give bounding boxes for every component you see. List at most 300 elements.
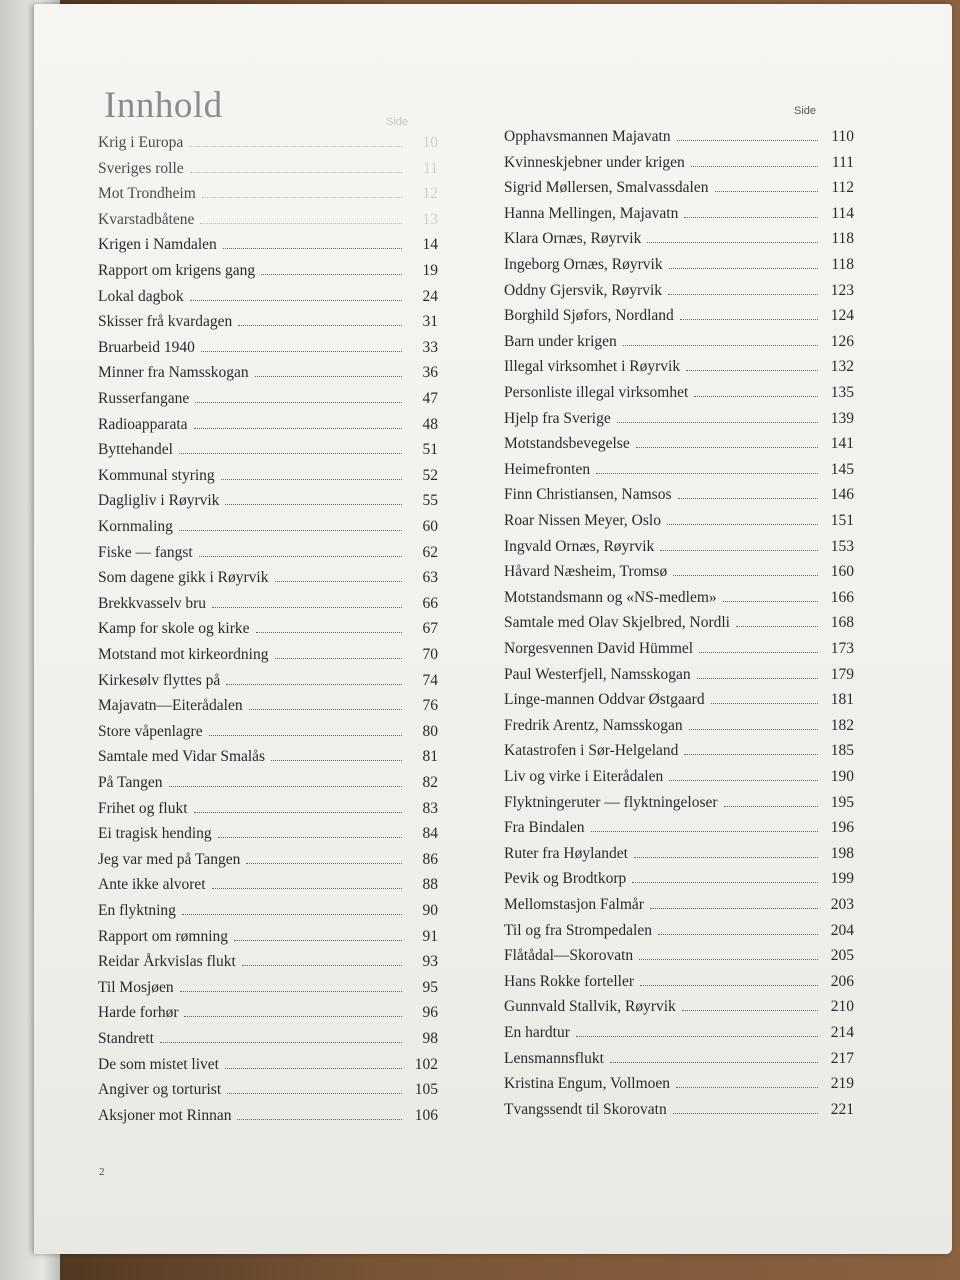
toc-entry-title: Krigen i Namdalen bbox=[98, 236, 217, 254]
toc-entry-title: Bruarbeid 1940 bbox=[98, 338, 195, 356]
toc-entry-page: 118 bbox=[831, 230, 854, 248]
toc-entry-title: Hjelp fra Sverige bbox=[504, 409, 611, 427]
toc-entry-title: Flyktningeruter — flyktningeloser bbox=[504, 793, 718, 811]
toc-entry-page: 139 bbox=[830, 409, 854, 427]
toc-entry-page: 214 bbox=[830, 1024, 854, 1041]
toc-entry-title: Kvinneskjebner under krigen bbox=[504, 153, 685, 171]
dot-leader bbox=[691, 166, 818, 167]
toc-entry bbox=[504, 378, 854, 402]
toc-entry-page: 135 bbox=[830, 384, 854, 401]
dot-leader bbox=[623, 345, 818, 346]
dot-leader bbox=[736, 626, 818, 627]
toc-entry-title: Borghild Sjøfors, Nordland bbox=[504, 307, 674, 325]
toc-entry-page: 106 bbox=[414, 1106, 438, 1124]
dot-leader bbox=[632, 882, 818, 883]
dot-leader bbox=[684, 217, 818, 218]
toc-entry-title: Kornmaling bbox=[98, 518, 173, 535]
dot-leader bbox=[668, 294, 818, 295]
dot-leader bbox=[677, 140, 818, 141]
toc-entry-page: 60 bbox=[422, 518, 438, 535]
toc-entry bbox=[504, 1069, 854, 1093]
toc-entry-title: Fra Bindalen bbox=[504, 819, 585, 837]
toc-entry bbox=[98, 410, 438, 434]
dot-leader bbox=[242, 965, 402, 966]
toc-entry-page: 173 bbox=[830, 640, 854, 657]
toc-entry bbox=[504, 941, 854, 965]
toc-entry-page: 90 bbox=[422, 902, 438, 919]
toc-entry bbox=[98, 1024, 438, 1048]
toc-entry bbox=[504, 634, 854, 658]
toc-entry bbox=[504, 557, 854, 581]
toc-entry bbox=[504, 455, 854, 479]
toc-entry-title: Barn under krigen bbox=[504, 332, 617, 350]
toc-entry-page: 124 bbox=[830, 307, 854, 325]
toc-entry-title: Jeg var med på Tangen bbox=[98, 850, 241, 868]
dot-leader bbox=[225, 1068, 402, 1069]
toc-entry-title: Oddny Gjersvik, Røyrvik bbox=[504, 281, 663, 299]
toc-entry-page: 196 bbox=[830, 819, 854, 837]
toc-entry-page: 210 bbox=[830, 998, 854, 1016]
toc-entry bbox=[98, 486, 438, 510]
toc-entry-title: Harde forhør bbox=[98, 1004, 179, 1022]
dot-leader bbox=[195, 402, 402, 403]
toc-entry bbox=[504, 813, 854, 837]
toc-entry-title: Klara Ornæs, Røyrvik bbox=[504, 230, 642, 248]
toc-entry-page: 55 bbox=[422, 492, 438, 510]
toc-entry-page: 151 bbox=[830, 512, 854, 529]
toc-entry-title: Katastrofen i Sør-Helgeland bbox=[504, 742, 679, 760]
dot-leader bbox=[180, 991, 402, 992]
toc-entry bbox=[504, 685, 854, 709]
dot-leader bbox=[617, 422, 818, 423]
toc-entry-title: Pevik og Brodtkorp bbox=[504, 870, 627, 888]
right-column-header: Side bbox=[794, 105, 817, 117]
dot-leader bbox=[199, 556, 402, 557]
toc-entry bbox=[98, 358, 438, 382]
toc-entry-page: 95 bbox=[422, 978, 438, 996]
toc-entry-title: Ingeborg Ornæs, Røyrvik bbox=[504, 256, 663, 273]
toc-entry bbox=[98, 333, 438, 357]
dot-leader bbox=[201, 351, 402, 352]
toc-entry-page: 110 bbox=[831, 128, 854, 145]
toc-entry-page: 123 bbox=[830, 281, 854, 299]
toc-entry bbox=[98, 819, 438, 843]
toc-entry-page: 33 bbox=[422, 338, 438, 356]
toc-entry-title: Samtale med Vidar Smalås bbox=[98, 748, 266, 766]
toc-entry bbox=[98, 256, 438, 280]
dot-leader bbox=[169, 786, 403, 787]
toc-entry-title: Opphavsmannen Majavatn bbox=[504, 128, 671, 145]
toc-entry-page: 12 bbox=[422, 185, 438, 203]
dot-leader bbox=[227, 1093, 402, 1094]
toc-entry-page: 166 bbox=[830, 588, 854, 606]
toc-entry bbox=[504, 967, 854, 991]
toc-entry-page: 126 bbox=[830, 332, 854, 350]
toc-entry-title: Kristina Engum, Vollmoen bbox=[504, 1075, 671, 1093]
dot-leader bbox=[723, 601, 818, 602]
toc-entry bbox=[98, 614, 438, 638]
dot-leader bbox=[237, 1119, 402, 1120]
toc-entry bbox=[504, 890, 854, 914]
toc-entry-page: 31 bbox=[422, 313, 438, 331]
toc-entry-page: 118 bbox=[831, 256, 854, 273]
dot-leader bbox=[576, 1036, 818, 1037]
toc-entry bbox=[504, 301, 854, 325]
toc-entry bbox=[98, 998, 438, 1022]
toc-entry-title: Skisser frå kvardagen bbox=[98, 313, 233, 331]
dot-leader bbox=[184, 1016, 402, 1017]
toc-entry-title: Reidar Årkvislas flukt bbox=[98, 953, 236, 971]
toc-entry-title: Flåtådal—Skorovatn bbox=[504, 947, 634, 965]
toc-entry-page: 219 bbox=[830, 1075, 854, 1093]
dot-leader bbox=[636, 447, 818, 448]
toc-entry bbox=[504, 762, 854, 786]
dot-leader bbox=[223, 248, 402, 249]
dot-leader bbox=[200, 223, 402, 224]
toc-entry-page: 199 bbox=[830, 870, 854, 888]
toc-entry bbox=[504, 250, 854, 274]
toc-entry-title: Samtale med Olav Skjelbred, Nordli bbox=[504, 614, 730, 632]
toc-entry-title: En flyktning bbox=[98, 902, 176, 919]
toc-entry-page: 88 bbox=[422, 876, 438, 894]
toc-entry-title: Majavatn—Eiterådalen bbox=[98, 697, 243, 715]
toc-entry bbox=[504, 864, 854, 888]
toc-entry-title: Angiver og torturist bbox=[98, 1081, 222, 1099]
toc-entry-title: Mellomstasjon Falmår bbox=[504, 896, 644, 913]
toc-entry-page: 70 bbox=[422, 646, 438, 663]
dot-leader bbox=[680, 319, 818, 320]
dot-leader bbox=[682, 1010, 818, 1011]
toc-entry-page: 205 bbox=[830, 947, 854, 965]
toc-entry bbox=[98, 973, 438, 997]
dot-leader bbox=[634, 857, 818, 858]
toc-entry bbox=[504, 506, 854, 530]
toc-entry-page: 84 bbox=[422, 825, 438, 843]
toc-entry bbox=[504, 404, 854, 428]
toc-entry-title: Illegal virksomhet i Røyrvik bbox=[504, 358, 681, 376]
toc-entry-title: Dagligliv i Røyrvik bbox=[98, 492, 220, 510]
dot-leader bbox=[212, 888, 402, 889]
toc-entry-page: 62 bbox=[422, 543, 438, 561]
toc-entry-page: 96 bbox=[422, 1004, 438, 1022]
toc-entry-title: Standrett bbox=[98, 1030, 154, 1047]
toc-entry-title: Store våpenlagre bbox=[98, 722, 203, 740]
toc-entry bbox=[98, 845, 438, 869]
toc-entry-title: Kirkesølv flyttes på bbox=[98, 671, 221, 689]
toc-entry-title: Brekkvasselv bru bbox=[98, 594, 207, 612]
toc-entry-page: 80 bbox=[422, 722, 438, 740]
toc-entry-title: Heimefronten bbox=[504, 460, 591, 478]
toc-entry-title: Ante ikke alvoret bbox=[98, 876, 206, 894]
toc-entry bbox=[98, 947, 438, 971]
toc-entry bbox=[98, 691, 438, 715]
toc-entry bbox=[98, 742, 438, 766]
toc-entry-page: 145 bbox=[830, 460, 854, 478]
toc-entry-page: 24 bbox=[422, 287, 438, 305]
toc-entry-title: De som mistet livet bbox=[98, 1055, 219, 1073]
toc-entry bbox=[504, 480, 854, 504]
toc-entry-page: 195 bbox=[830, 793, 854, 811]
toc-entry bbox=[98, 128, 438, 152]
dot-leader bbox=[640, 985, 818, 986]
toc-entry bbox=[504, 1018, 854, 1042]
dot-leader bbox=[667, 524, 818, 525]
toc-entry bbox=[98, 461, 438, 485]
toc-entry-page: 185 bbox=[830, 742, 854, 760]
toc-entry bbox=[98, 512, 438, 536]
dot-leader bbox=[218, 837, 402, 838]
toc-entry-title: Lokal dagbok bbox=[98, 287, 184, 305]
toc-entry-page: 19 bbox=[422, 262, 438, 279]
toc-entry-page: 14 bbox=[422, 236, 438, 254]
toc-entry bbox=[98, 1101, 438, 1125]
toc-entry bbox=[504, 736, 854, 760]
toc-entry-title: Ruter fra Høylandet bbox=[504, 844, 628, 862]
toc-entry-page: 11 bbox=[423, 159, 438, 177]
dot-leader bbox=[650, 908, 818, 909]
folio-page-number: 2 bbox=[99, 1166, 105, 1178]
toc-entry-title: Tvangssendt til Skorovatn bbox=[504, 1100, 667, 1118]
toc-entry-title: På Tangen bbox=[98, 774, 163, 791]
toc-entry bbox=[98, 205, 438, 229]
toc-entry bbox=[504, 839, 854, 863]
dot-leader bbox=[676, 1087, 818, 1088]
toc-entry-page: 48 bbox=[422, 415, 438, 433]
dot-leader bbox=[689, 729, 818, 730]
toc-entry-page: 81 bbox=[422, 748, 438, 766]
toc-entry bbox=[504, 660, 854, 684]
toc-entry-title: Til Mosjøen bbox=[98, 978, 174, 996]
dot-leader bbox=[255, 376, 402, 377]
toc-entry-title: Aksjoner mot Rinnan bbox=[98, 1106, 232, 1124]
toc-entry bbox=[98, 794, 438, 818]
toc-entry-page: 102 bbox=[414, 1055, 438, 1073]
toc-entry bbox=[504, 788, 854, 812]
toc-entry-page: 91 bbox=[422, 927, 438, 945]
toc-entry-title: Roar Nissen Meyer, Oslo bbox=[504, 512, 661, 529]
toc-entry-page: 132 bbox=[830, 358, 854, 376]
toc-entry-title: Kvarstadbåtene bbox=[98, 210, 195, 228]
dot-leader bbox=[684, 754, 818, 755]
dot-leader bbox=[182, 914, 402, 915]
toc-entry bbox=[98, 1075, 438, 1099]
toc-entry-page: 105 bbox=[414, 1081, 438, 1099]
toc-entry-page: 82 bbox=[422, 774, 438, 791]
toc-entry-title: Russerfangane bbox=[98, 390, 190, 407]
toc-entry-title: Sveriges rolle bbox=[98, 159, 184, 177]
toc-entry-page: 160 bbox=[830, 563, 854, 581]
dot-leader bbox=[275, 658, 403, 659]
dot-leader bbox=[212, 607, 402, 608]
toc-entry bbox=[98, 230, 438, 254]
toc-entry bbox=[504, 608, 854, 632]
dot-leader bbox=[591, 831, 819, 832]
toc-entry-page: 112 bbox=[831, 179, 854, 197]
dot-leader bbox=[261, 274, 402, 275]
toc-entry-title: Byttehandel bbox=[98, 441, 173, 459]
toc-entry-page: 66 bbox=[422, 594, 438, 612]
toc-entry-page: 141 bbox=[830, 435, 854, 453]
toc-entry bbox=[98, 154, 438, 178]
toc-entry bbox=[98, 563, 438, 587]
dot-leader bbox=[724, 806, 818, 807]
toc-entry-title: Motstand mot kirkeordning bbox=[98, 646, 269, 663]
toc-entry bbox=[98, 307, 438, 331]
toc-entry-title: Håvard Næsheim, Tromsø bbox=[504, 563, 668, 581]
dot-leader bbox=[596, 473, 818, 474]
toc-entry-title: Ingvald Ornæs, Røyrvik bbox=[504, 537, 655, 555]
dot-leader bbox=[160, 1042, 402, 1043]
dot-leader bbox=[189, 146, 402, 147]
dot-leader bbox=[226, 684, 402, 685]
toc-entry-title: Kamp for skole og kirke bbox=[98, 620, 250, 638]
toc-entry bbox=[504, 916, 854, 940]
toc-entry-page: 203 bbox=[830, 896, 854, 913]
toc-entry-page: 98 bbox=[422, 1030, 438, 1047]
toc-entry bbox=[504, 224, 854, 248]
dot-leader bbox=[715, 191, 819, 192]
toc-entry-page: 51 bbox=[422, 441, 438, 459]
toc-entry-title: Sigrid Møllersen, Smalvassdalen bbox=[504, 179, 709, 197]
dot-leader bbox=[673, 575, 818, 576]
toc-entry bbox=[504, 122, 854, 146]
toc-entry-page: 204 bbox=[830, 921, 854, 939]
dot-leader bbox=[209, 735, 402, 736]
toc-entry bbox=[504, 429, 854, 453]
toc-entry-title: En hardtur bbox=[504, 1024, 570, 1041]
toc-entry bbox=[504, 992, 854, 1016]
dot-leader bbox=[234, 940, 402, 941]
toc-entry bbox=[504, 1044, 854, 1068]
left-column-header: Side bbox=[386, 116, 409, 128]
toc-entry-title: Fredrik Arentz, Namsskogan bbox=[504, 716, 683, 734]
toc-entry-title: Radioapparata bbox=[98, 415, 188, 433]
toc-entry-title: Linge-mannen Oddvar Østgaard bbox=[504, 691, 705, 709]
dot-leader bbox=[271, 760, 402, 761]
toc-entry-page: 111 bbox=[831, 153, 854, 171]
dot-leader bbox=[610, 1062, 818, 1063]
toc-entry-page: 217 bbox=[830, 1049, 854, 1067]
toc-entry-title: Norgesvennen David Hümmel bbox=[504, 640, 694, 657]
page-title: Innhold bbox=[104, 85, 223, 126]
toc-entry bbox=[98, 179, 438, 203]
dot-leader bbox=[699, 652, 818, 653]
dot-leader bbox=[202, 197, 402, 198]
toc-entry-page: 182 bbox=[830, 716, 854, 734]
toc-entry-title: Krig i Europa bbox=[98, 134, 184, 151]
dot-leader bbox=[711, 703, 818, 704]
dot-leader bbox=[190, 172, 402, 173]
toc-entry bbox=[98, 768, 438, 792]
toc-entry bbox=[98, 666, 438, 690]
dot-leader bbox=[639, 959, 818, 960]
dot-leader bbox=[686, 370, 818, 371]
dot-leader bbox=[658, 934, 818, 935]
toc-entry-page: 76 bbox=[422, 697, 438, 715]
dot-leader bbox=[673, 1113, 818, 1114]
toc-entry bbox=[98, 896, 438, 920]
toc-entry bbox=[504, 1095, 854, 1119]
toc-entry-page: 74 bbox=[422, 671, 438, 689]
toc-entry-page: 168 bbox=[830, 614, 854, 632]
toc-entry-title: Paul Westerfjell, Namsskogan bbox=[504, 665, 691, 683]
dot-leader bbox=[238, 325, 402, 326]
toc-entry bbox=[504, 199, 854, 223]
toc-entry bbox=[98, 870, 438, 894]
toc-entry bbox=[504, 173, 854, 197]
toc-entry-title: Frihet og flukt bbox=[98, 799, 188, 817]
dot-leader bbox=[179, 453, 402, 454]
dot-leader bbox=[190, 300, 402, 301]
toc-entry-title: Hans Rokke forteller bbox=[504, 972, 634, 990]
dot-leader bbox=[246, 863, 402, 864]
book-page bbox=[34, 4, 952, 1254]
toc-entry bbox=[98, 435, 438, 459]
toc-entry-title: Motstandsbevegelse bbox=[504, 435, 630, 453]
toc-entry bbox=[98, 640, 438, 664]
dot-leader bbox=[194, 428, 402, 429]
dot-leader bbox=[647, 242, 818, 243]
toc-entry-title: Til og fra Strompedalen bbox=[504, 921, 652, 939]
toc-entry bbox=[98, 1050, 438, 1074]
toc-entry-page: 67 bbox=[422, 620, 438, 638]
dot-leader bbox=[225, 504, 402, 505]
toc-entry bbox=[98, 384, 438, 408]
toc-entry-title: Kommunal styring bbox=[98, 466, 215, 484]
dot-leader bbox=[249, 709, 402, 710]
toc-entry bbox=[98, 538, 438, 562]
toc-entry-page: 83 bbox=[422, 799, 438, 817]
toc-entry bbox=[98, 922, 438, 946]
dot-leader bbox=[697, 678, 818, 679]
toc-entry-title: Fiske — fangst bbox=[98, 543, 193, 561]
toc-entry bbox=[98, 717, 438, 741]
toc-entry-page: 52 bbox=[422, 466, 438, 484]
toc-entry-page: 86 bbox=[422, 850, 438, 868]
toc-entry-page: 10 bbox=[422, 134, 438, 151]
toc-entry-title: Mot Trondheim bbox=[98, 185, 196, 203]
toc-entry-page: 153 bbox=[830, 537, 854, 555]
toc-entry-title: Gunnvald Stallvik, Røyrvik bbox=[504, 998, 676, 1016]
toc-entry-page: 179 bbox=[830, 665, 854, 683]
toc-entry-page: 47 bbox=[422, 390, 438, 407]
toc-entry-title: Ei tragisk hending bbox=[98, 825, 212, 843]
toc-entry-title: Finn Christiansen, Namsos bbox=[504, 486, 672, 504]
toc-entry bbox=[504, 276, 854, 300]
toc-entry-page: 93 bbox=[422, 953, 438, 971]
toc-entry-title: Lensmannsflukt bbox=[504, 1049, 604, 1067]
toc-entry-title: Rapport om rømning bbox=[98, 927, 229, 945]
toc-entry bbox=[504, 711, 854, 735]
dot-leader bbox=[669, 268, 818, 269]
dot-leader bbox=[275, 581, 403, 582]
dot-leader bbox=[256, 632, 402, 633]
toc-entry bbox=[504, 148, 854, 172]
toc-entry-title: Rapport om krigens gang bbox=[98, 262, 256, 279]
toc-entry-title: Hanna Mellingen, Majavatn bbox=[504, 204, 679, 222]
toc-entry-title: Motstandsmann og «NS-medlem» bbox=[504, 588, 717, 606]
toc-entry bbox=[504, 583, 854, 607]
toc-entry bbox=[504, 327, 854, 351]
dot-leader bbox=[179, 530, 402, 531]
dot-leader bbox=[669, 780, 818, 781]
toc-entry-page: 114 bbox=[831, 204, 854, 222]
toc-entry-page: 63 bbox=[422, 569, 438, 587]
toc-entry bbox=[504, 532, 854, 556]
toc-entry-page: 221 bbox=[830, 1100, 854, 1118]
toc-entry-page: 206 bbox=[830, 972, 854, 990]
dot-leader bbox=[660, 550, 818, 551]
